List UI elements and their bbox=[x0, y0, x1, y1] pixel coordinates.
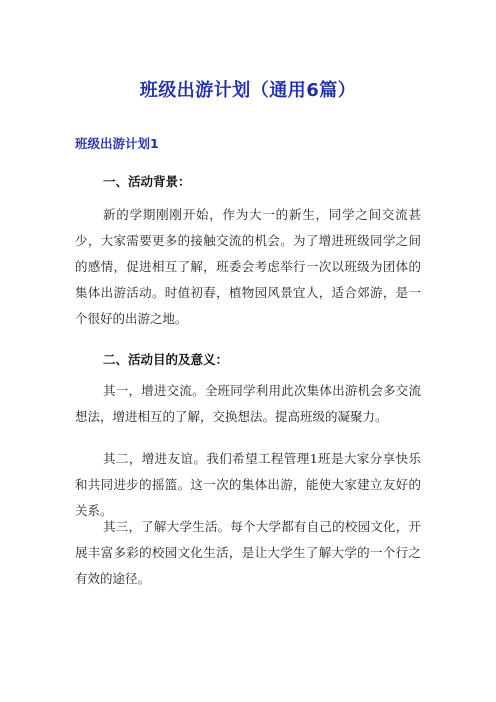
section-title: 班级出游计划1 bbox=[75, 136, 159, 151]
paragraph-purpose-2: 其二，增进友谊。我们希望工程管理1班是大家分享快乐和共同进步的摇篮。这一次的集体出游，能使大家建立友好的关系。 bbox=[75, 451, 421, 518]
heading-background: 一、活动背景： bbox=[103, 174, 191, 189]
paragraph-background: 新的学期刚刚开始，作为大一的新生，同学之间交流甚少，大家需要更多的接触交流的机会。为了增进班级同学之间的感情，促进相互了解，班委会考虑举行一次以班级为团体的集体出游活动。时值初春，植物园风景宜人，适合郊游，是一个很好的出游之地。 bbox=[75, 207, 421, 326]
heading-purpose: 二、活动目的及意义： bbox=[103, 352, 229, 367]
document-title: 班级出游计划（通用6篇） bbox=[139, 80, 357, 101]
paragraph-purpose-3: 其三，了解大学生活。每个大学都有自己的校园文化，开展丰富多彩的校园文化生活，是让大学生了解大学的一个行之有效的途径。 bbox=[75, 519, 421, 586]
paragraph-purpose-1: 其一，增进交流。全班同学利用此次集体出游机会多交流想法，增进相互的了解，交换想法。提高班级的凝聚力。 bbox=[75, 383, 421, 424]
